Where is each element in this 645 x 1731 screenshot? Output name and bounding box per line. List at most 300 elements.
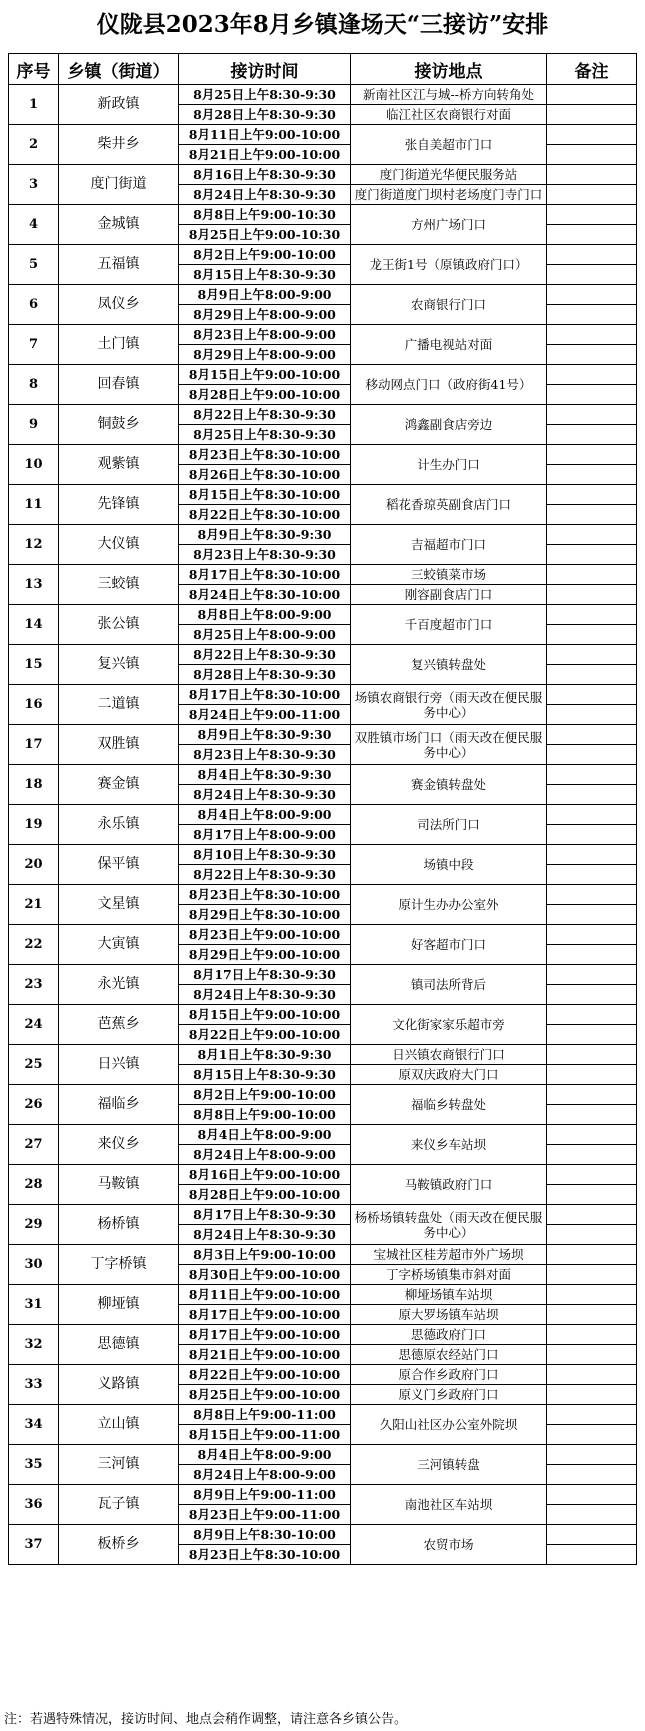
town-cell: 回春镇 [59,365,179,405]
seq-cell: 15 [9,645,59,685]
remark-cell [547,105,637,125]
location-cell: 场镇中段 [351,845,547,885]
remark-cell [547,365,637,385]
remark-cell [547,865,637,885]
town-cell: 铜鼓乡 [59,405,179,445]
time-cell: 8月15日上午8:30-9:30 [179,1065,351,1085]
location-cell: 临江社区农商银行对面 [351,105,547,125]
table-row [9,1405,637,1425]
remark-cell [547,1185,637,1205]
remark-cell [547,585,637,605]
seq-cell: 8 [9,365,59,405]
location-cell: 农贸市场 [351,1525,547,1565]
remark-cell [547,1245,637,1265]
remark-cell [547,1385,637,1405]
time-cell: 8月25日上午8:30-9:30 [179,425,351,445]
time-cell: 8月22日上午9:00-10:00 [179,1025,351,1045]
town-cell: 度门街道 [59,165,179,205]
seq-cell: 17 [9,725,59,765]
time-cell: 8月10日上午8:30-9:30 [179,845,351,865]
time-cell: 8月22日上午8:30-9:30 [179,645,351,665]
seq-cell: 13 [9,565,59,605]
time-cell: 8月29日上午8:30-10:00 [179,905,351,925]
seq-cell: 3 [9,165,59,205]
remark-cell [547,665,637,685]
remark-cell [547,945,637,965]
location-cell: 计生办门口 [351,445,547,485]
remark-cell [547,1125,637,1145]
remark-cell [547,505,637,525]
table-row [9,725,637,745]
time-cell: 8月11日上午9:00-10:00 [179,125,351,145]
location-cell: 场镇农商银行旁（雨天改在便民服务中心） [351,685,547,725]
remark-cell [547,785,637,805]
remark-cell [547,1085,637,1105]
time-cell: 8月17日上午8:30-9:30 [179,1205,351,1225]
location-cell: 镇司法所背后 [351,965,547,1005]
table-row [9,445,637,465]
remark-cell [547,1265,637,1285]
location-cell: 来仪乡车站坝 [351,1125,547,1165]
time-cell: 8月2日上午9:00-10:00 [179,245,351,265]
time-cell: 8月23日上午9:00-10:00 [179,925,351,945]
time-cell: 8月15日上午8:30-10:00 [179,485,351,505]
time-cell: 8月24日上午8:00-9:00 [179,1145,351,1165]
town-cell: 丁字桥镇 [59,1245,179,1285]
location-cell: 原合作乡政府门口 [351,1365,547,1385]
location-cell: 农商银行门口 [351,285,547,325]
seq-cell: 31 [9,1285,59,1325]
seq-cell: 27 [9,1125,59,1165]
time-cell: 8月24日上午8:30-10:00 [179,585,351,605]
seq-cell: 25 [9,1045,59,1085]
seq-cell: 34 [9,1405,59,1445]
seq-cell: 24 [9,1005,59,1045]
time-cell: 8月23日上午9:00-11:00 [179,1505,351,1525]
table-row [9,1045,637,1065]
table-row [9,1205,637,1225]
town-cell: 义路镇 [59,1365,179,1405]
seq-cell: 28 [9,1165,59,1205]
time-cell: 8月15日上午9:00-11:00 [179,1425,351,1445]
town-cell: 张公镇 [59,605,179,645]
town-cell: 观紫镇 [59,445,179,485]
time-cell: 8月26日上午8:30-10:00 [179,465,351,485]
seq-cell: 7 [9,325,59,365]
town-cell: 赛金镇 [59,765,179,805]
time-cell: 8月23日上午8:00-9:00 [179,325,351,345]
location-cell: 原大罗场镇车站坝 [351,1305,547,1325]
location-cell: 好客超市门口 [351,925,547,965]
location-cell: 吉福超市门口 [351,525,547,565]
location-cell: 移动网点门口（政府街41号） [351,365,547,405]
town-cell: 凤仪乡 [59,285,179,325]
time-cell: 8月8日上午9:00-11:00 [179,1405,351,1425]
time-cell: 8月17日上午8:30-9:30 [179,965,351,985]
time-cell: 8月17日上午8:00-9:00 [179,825,351,845]
time-cell: 8月24日上午8:30-9:30 [179,785,351,805]
remark-cell [547,1005,637,1025]
time-cell: 8月2日上午9:00-10:00 [179,1085,351,1105]
table-row [9,1325,637,1345]
seq-cell: 19 [9,805,59,845]
table-row [9,685,637,705]
table-row [9,1445,637,1465]
location-cell: 原义门乡政府门口 [351,1385,547,1405]
town-cell: 先锋镇 [59,485,179,525]
location-cell: 福临乡转盘处 [351,1085,547,1125]
table-row [9,1125,637,1145]
location-cell: 刚容副食店门口 [351,585,547,605]
location-cell: 思德原农经站门口 [351,1345,547,1365]
remark-cell [547,625,637,645]
remark-cell [547,685,637,705]
time-cell: 8月29日上午9:00-10:00 [179,945,351,965]
table-row [9,525,637,545]
town-cell: 永乐镇 [59,805,179,845]
town-cell: 柳垭镇 [59,1285,179,1325]
seq-cell: 37 [9,1525,59,1565]
table-row [9,325,637,345]
time-cell: 8月8日上午9:00-10:30 [179,205,351,225]
remark-cell [547,1505,637,1525]
time-cell: 8月8日上午9:00-10:00 [179,1105,351,1125]
seq-cell: 21 [9,885,59,925]
town-cell: 思德镇 [59,1325,179,1365]
time-cell: 8月29日上午8:00-9:00 [179,345,351,365]
table-row [9,285,637,305]
remark-cell [547,1405,637,1425]
time-cell: 8月9日上午9:00-11:00 [179,1485,351,1505]
location-cell: 度门街道光华便民服务站 [351,165,547,185]
table-row [9,885,637,905]
table-row [9,165,637,185]
remark-cell [547,205,637,225]
header-location: 接访地点 [351,54,547,85]
remark-cell [547,1305,637,1325]
town-cell: 立山镇 [59,1405,179,1445]
time-cell: 8月24日上午8:30-9:30 [179,985,351,1005]
header-seq: 序号 [9,54,59,85]
seq-cell: 2 [9,125,59,165]
location-cell: 张自美超市门口 [351,125,547,165]
time-cell: 8月23日上午8:30-10:00 [179,885,351,905]
seq-cell: 20 [9,845,59,885]
town-cell: 柴井乡 [59,125,179,165]
page-title: 仪陇县2023年8月乡镇逢场天“三接访”安排 [96,11,549,38]
remark-cell [547,1105,637,1125]
time-cell: 8月8日上午8:00-9:00 [179,605,351,625]
location-cell: 鸿鑫副食店旁边 [351,405,547,445]
header-time: 接访时间 [179,54,351,85]
remark-cell [547,125,637,145]
location-cell: 日兴镇农商银行门口 [351,1045,547,1065]
town-cell: 金城镇 [59,205,179,245]
time-cell: 8月9日上午8:30-10:00 [179,1525,351,1545]
remark-cell [547,1485,637,1505]
remark-cell [547,1365,637,1385]
table-row [9,925,637,945]
table-row [9,1525,637,1545]
table-row [9,1005,637,1025]
remark-cell [547,545,637,565]
remark-cell [547,725,637,745]
time-cell: 8月17日上午8:30-10:00 [179,565,351,585]
seq-cell: 16 [9,685,59,725]
table-row [9,645,637,665]
seq-cell: 32 [9,1325,59,1365]
remark-cell [547,85,637,105]
header-town: 乡镇（街道） [59,54,179,85]
seq-cell: 4 [9,205,59,245]
location-cell: 龙王街1号（原镇政府门口） [351,245,547,285]
time-cell: 8月23日上午8:30-10:00 [179,445,351,465]
time-cell: 8月23日上午8:30-9:30 [179,745,351,765]
remark-cell [547,825,637,845]
time-cell: 8月9日上午8:30-9:30 [179,725,351,745]
remark-cell [547,905,637,925]
remark-cell [547,145,637,165]
time-cell: 8月24日上午8:00-9:00 [179,1465,351,1485]
town-cell: 三蛟镇 [59,565,179,605]
table-row [9,1085,637,1105]
time-cell: 8月3日上午9:00-10:00 [179,1245,351,1265]
remark-cell [547,1465,637,1485]
seq-cell: 14 [9,605,59,645]
remark-cell [547,745,637,765]
town-cell: 永光镇 [59,965,179,1005]
time-cell: 8月28日上午8:30-9:30 [179,665,351,685]
remark-cell [547,465,637,485]
remark-cell [547,1325,637,1345]
time-cell: 8月28日上午8:30-9:30 [179,105,351,125]
remark-cell [547,445,637,465]
schedule-body [9,85,637,1565]
town-cell: 日兴镇 [59,1045,179,1085]
seq-cell: 29 [9,1205,59,1245]
time-cell: 8月22日上午8:30-10:00 [179,505,351,525]
table-row [9,365,637,385]
remark-cell [547,1145,637,1165]
location-cell: 双胜镇市场门口（雨天改在便民服务中心） [351,725,547,765]
remark-cell [547,425,637,445]
remark-cell [547,1285,637,1305]
time-cell: 8月24日上午8:30-9:30 [179,1225,351,1245]
remark-cell [547,845,637,865]
town-cell: 保平镇 [59,845,179,885]
table-row [9,205,637,225]
table-row [9,805,637,825]
remark-cell [547,1545,637,1565]
location-cell: 三蛟镇菜市场 [351,565,547,585]
remark-cell [547,245,637,265]
remark-cell [547,1025,637,1045]
time-cell: 8月23日上午8:30-10:00 [179,1545,351,1565]
town-cell: 大寅镇 [59,925,179,965]
location-cell: 马鞍镇政府门口 [351,1165,547,1205]
town-cell: 双胜镇 [59,725,179,765]
time-cell: 8月4日上午8:00-9:00 [179,1445,351,1465]
location-cell: 千百度超市门口 [351,605,547,645]
time-cell: 8月25日上午8:30-9:30 [179,85,351,105]
seq-cell: 18 [9,765,59,805]
remark-cell [547,705,637,725]
time-cell: 8月15日上午9:00-10:00 [179,365,351,385]
remark-cell [547,1045,637,1065]
remark-cell [547,1165,637,1185]
time-cell: 8月25日上午8:00-9:00 [179,625,351,645]
town-cell: 五福镇 [59,245,179,285]
town-cell: 杨桥镇 [59,1205,179,1245]
location-cell: 度门街道度门坝村老场度门寺门口 [351,185,547,205]
table-row [9,845,637,865]
location-cell: 宝城社区桂芳超市外广场坝 [351,1245,547,1265]
remark-cell [547,565,637,585]
time-cell: 8月17日上午9:00-10:00 [179,1305,351,1325]
town-cell: 福临乡 [59,1085,179,1125]
location-cell: 柳垭场镇车站坝 [351,1285,547,1305]
town-cell: 文星镇 [59,885,179,925]
location-cell: 方州广场门口 [351,205,547,245]
time-cell: 8月4日上午8:00-9:00 [179,805,351,825]
table-row [9,1165,637,1185]
remark-cell [547,185,637,205]
time-cell: 8月4日上午8:00-9:00 [179,1125,351,1145]
time-cell: 8月25日上午9:00-10:00 [179,1385,351,1405]
table-row [9,85,637,105]
time-cell: 8月25日上午9:00-10:30 [179,225,351,245]
seq-cell: 35 [9,1445,59,1485]
remark-cell [547,1065,637,1085]
time-cell: 8月23日上午8:30-9:30 [179,545,351,565]
seq-cell: 23 [9,965,59,1005]
town-cell: 芭蕉乡 [59,1005,179,1045]
town-cell: 复兴镇 [59,645,179,685]
remark-cell [547,1205,637,1225]
location-cell: 原计生办办公室外 [351,885,547,925]
table-row [9,1285,637,1305]
town-cell: 马鞍镇 [59,1165,179,1205]
table-row [9,245,637,265]
time-cell: 8月17日上午9:00-10:00 [179,1325,351,1345]
table-row [9,405,637,425]
table-row [9,1485,637,1505]
table-header-row [9,54,637,85]
remark-cell [547,765,637,785]
time-cell: 8月24日上午9:00-11:00 [179,705,351,725]
remark-cell [547,485,637,505]
location-cell: 杨桥场镇转盘处（雨天改在便民服务中心） [351,1205,547,1245]
remark-cell [547,605,637,625]
remark-cell [547,1345,637,1365]
seq-cell: 1 [9,85,59,125]
time-cell: 8月17日上午8:30-10:00 [179,685,351,705]
remark-cell [547,1225,637,1245]
remark-cell [547,525,637,545]
remark-cell [547,405,637,425]
time-cell: 8月15日上午9:00-10:00 [179,1005,351,1025]
remark-cell [547,325,637,345]
remark-cell [547,965,637,985]
seq-cell: 9 [9,405,59,445]
table-row [9,565,637,585]
town-cell: 板桥乡 [59,1525,179,1565]
table-row [9,605,637,625]
table-row [9,1365,637,1385]
time-cell: 8月16日上午8:30-9:30 [179,165,351,185]
town-cell: 新政镇 [59,85,179,125]
remark-cell [547,265,637,285]
town-cell: 瓦子镇 [59,1485,179,1525]
remark-cell [547,305,637,325]
remark-cell [547,1425,637,1445]
time-cell: 8月16日上午9:00-10:00 [179,1165,351,1185]
town-cell: 来仪乡 [59,1125,179,1165]
seq-cell: 12 [9,525,59,565]
time-cell: 8月11日上午9:00-10:00 [179,1285,351,1305]
location-cell: 司法所门口 [351,805,547,845]
time-cell: 8月15日上午8:30-9:30 [179,265,351,285]
town-cell: 三河镇 [59,1445,179,1485]
location-cell: 稻花香琼英副食店门口 [351,485,547,525]
time-cell: 8月29日上午8:00-9:00 [179,305,351,325]
remark-cell [547,1445,637,1465]
time-cell: 8月1日上午8:30-9:30 [179,1045,351,1065]
remark-cell [547,885,637,905]
time-cell: 8月30日上午9:00-10:00 [179,1265,351,1285]
town-cell: 二道镇 [59,685,179,725]
time-cell: 8月21日上午9:00-10:00 [179,1345,351,1365]
table-row [9,765,637,785]
seq-cell: 5 [9,245,59,285]
remark-cell [547,225,637,245]
table-row [9,1245,637,1265]
location-cell: 赛金镇转盘处 [351,765,547,805]
time-cell: 8月28日上午9:00-10:00 [179,385,351,405]
remark-cell [547,805,637,825]
seq-cell: 10 [9,445,59,485]
remark-cell [547,925,637,945]
town-cell: 大仪镇 [59,525,179,565]
time-cell: 8月24日上午8:30-9:30 [179,185,351,205]
seq-cell: 26 [9,1085,59,1125]
remark-cell [547,285,637,305]
location-cell: 久阳山社区办公室外院坝 [351,1405,547,1445]
location-cell: 复兴镇转盘处 [351,645,547,685]
location-cell: 南池社区车站坝 [351,1485,547,1525]
remark-cell [547,165,637,185]
time-cell: 8月22日上午8:30-9:30 [179,405,351,425]
remark-cell [547,645,637,665]
seq-cell: 11 [9,485,59,525]
location-cell: 三河镇转盘 [351,1445,547,1485]
schedule-table [8,53,637,1565]
time-cell: 8月9日上午8:00-9:00 [179,285,351,305]
time-cell: 8月22日上午8:30-9:30 [179,865,351,885]
seq-cell: 36 [9,1485,59,1525]
seq-cell: 33 [9,1365,59,1405]
time-cell: 8月21日上午9:00-10:00 [179,145,351,165]
footnote: 注：若遇特殊情况，接访时间、地点会稍作调整，请注意各乡镇公告。 [4,1712,408,1727]
remark-cell [547,345,637,365]
time-cell: 8月22日上午9:00-10:00 [179,1365,351,1385]
time-cell: 8月9日上午8:30-9:30 [179,525,351,545]
table-row [9,965,637,985]
location-cell: 广播电视站对面 [351,325,547,365]
remark-cell [547,985,637,1005]
location-cell: 新南社区江与城--桥方向转角处 [351,85,547,105]
remark-cell [547,1525,637,1545]
